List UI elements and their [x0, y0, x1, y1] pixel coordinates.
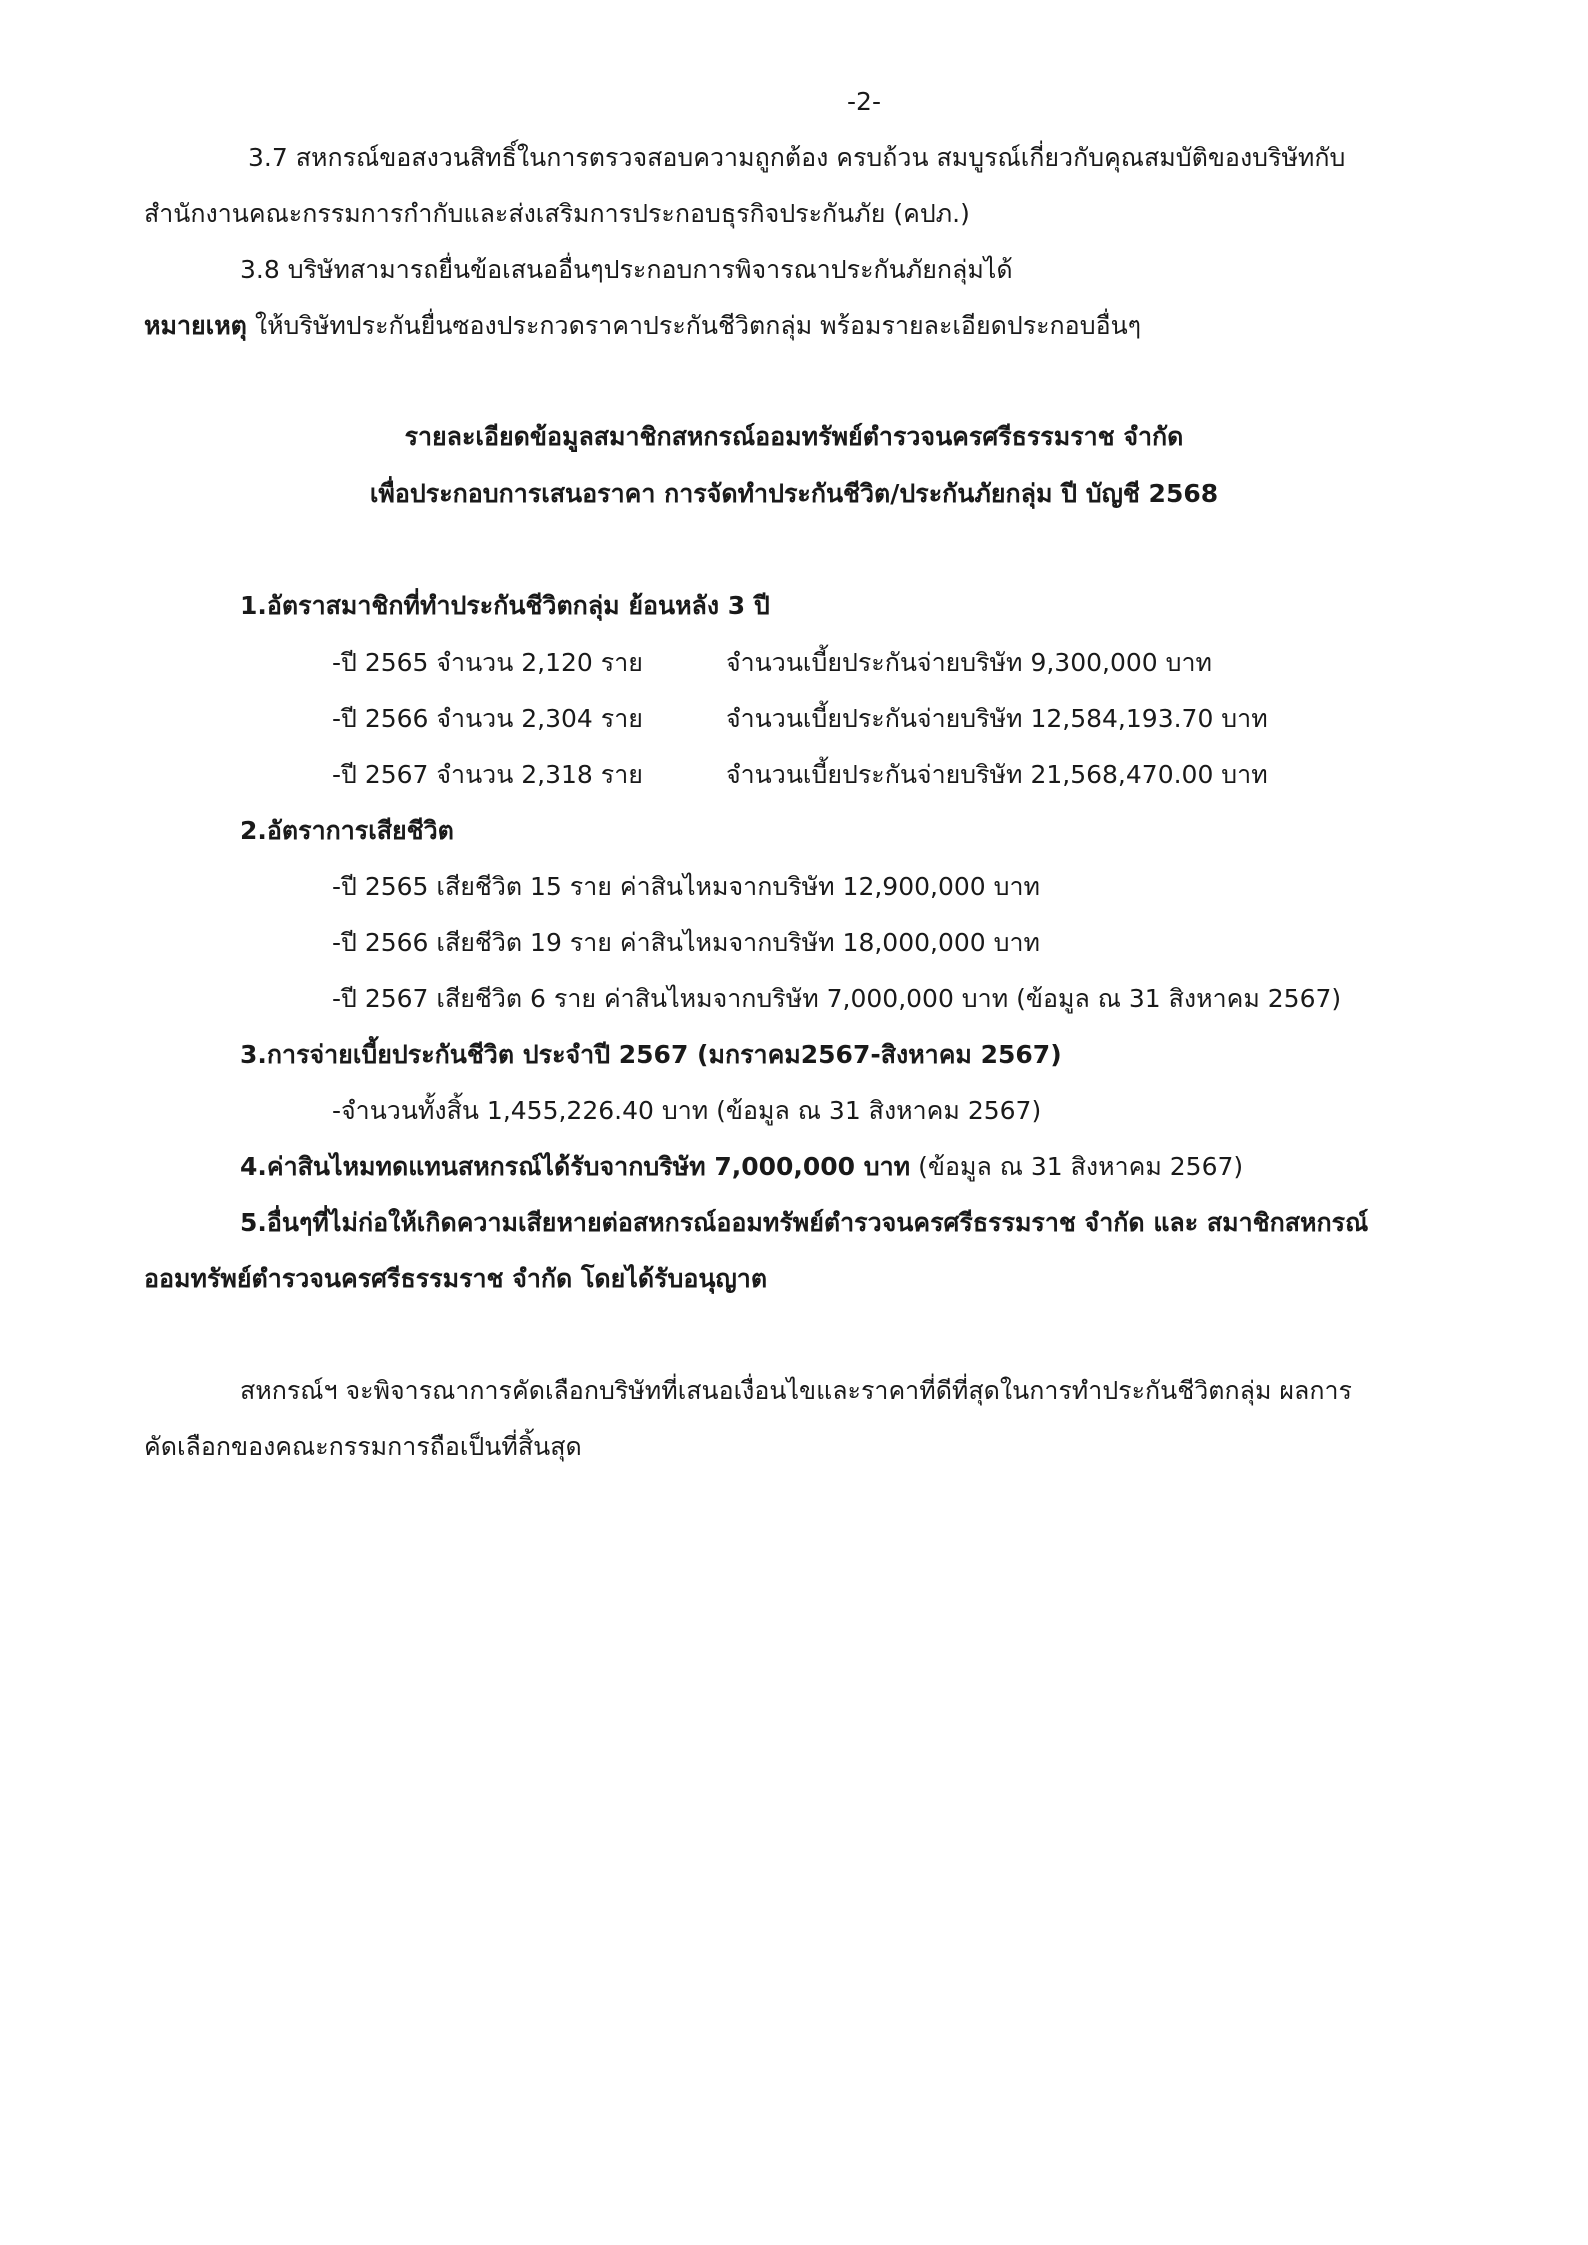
item-3-7-line2: สำนักงานคณะกรรมการกำกับและส่งเสริมการประกอบธุรกิจประกันภัย (คปภ.) — [144, 199, 970, 228]
heading-line2: เพื่อประกอบการเสนอราคา การจัดทำประกันชีวิต/ประกันภัยกลุ่ม ปี บัญชี 2568 — [369, 479, 1219, 508]
section2-row: -ปี 2565 เสียชีวิต 15 ราย ค่าสินไหมจากบริษัท 12,900,000 บาท — [332, 872, 1041, 901]
section2-title: 2.อัตราการเสียชีวิต — [240, 816, 454, 845]
section4-paragraph — [240, 1149, 1243, 1185]
section1-row-premium: จำนวนเบี้ยประกันจ่ายบริษัท 9,300,000 บาท — [726, 648, 1213, 677]
section2-row: -ปี 2566 เสียชีวิต 19 ราย ค่าสินไหมจากบริษัท 18,000,000 บาท — [332, 928, 1041, 957]
closing-line2: คัดเลือกของคณะกรรมการถือเป็นที่สิ้นสุด — [144, 1432, 582, 1461]
section4-note: (ข้อมูล ณ 31 สิงหาคม 2567) — [918, 1152, 1244, 1181]
note-paragraph — [144, 308, 1141, 344]
section5-line1: 5.อื่นๆที่ไม่ก่อให้เกิดความเสียหายต่อสหกรณ์ออมทรัพย์ตำรวจนครศรีธรรมราช จำกัด และ สมาชิกสหกรณ์ — [240, 1208, 1369, 1237]
section1-row-year-count: -ปี 2567 จำนวน 2,318 ราย — [332, 760, 643, 789]
item-3-8: 3.8 บริษัทสามารถยื่นข้อเสนออื่นๆประกอบการพิจารณาประกันภัยกลุ่มได้ — [240, 255, 1013, 284]
section3-detail: -จำนวนทั้งสิ้น 1,455,226.40 บาท (ข้อมูล ณ 31 สิงหาคม 2567) — [332, 1096, 1042, 1125]
section1-row-year-count: -ปี 2566 จำนวน 2,304 ราย — [332, 704, 643, 733]
section4-title: 4.ค่าสินไหมทดแทนสหกรณ์ได้รับจากบริษัท 7,000,000 บาท — [240, 1152, 911, 1181]
section5-line2: ออมทรัพย์ตำรวจนครศรีธรรมราช จำกัด โดยได้รับอนุญาต — [144, 1264, 768, 1293]
page-number: -2- — [847, 87, 881, 116]
item-3-7-line1: 3.7 สหกรณ์ขอสงวนสิทธิ์ในการตรวจสอบความถูกต้อง ครบถ้วน สมบูรณ์เกี่ยวกับคุณสมบัติของบริษัทกับ — [248, 143, 1346, 172]
section1-row-premium: จำนวนเบี้ยประกันจ่ายบริษัท 21,568,470.00 บาท — [726, 760, 1268, 789]
section1-row-year-count: -ปี 2565 จำนวน 2,120 ราย — [332, 648, 643, 677]
closing-line1: สหกรณ์ฯ จะพิจารณาการคัดเลือกบริษัทที่เสนอเงื่อนไขและราคาที่ดีที่สุดในการทำประกันชีวิตกลุ่ม ผลการ — [240, 1376, 1352, 1405]
section2-row: -ปี 2567 เสียชีวิต 6 ราย ค่าสินไหมจากบริษัท 7,000,000 บาท (ข้อมูล ณ 31 สิงหาคม 2567) — [332, 984, 1342, 1013]
note-text: ให้บริษัทประกันยื่นซองประกวดราคาประกันชีวิตกลุ่ม พร้อมรายละเอียดประกอบอื่นๆ — [254, 311, 1142, 340]
heading-line1: รายละเอียดข้อมูลสมาชิกสหกรณ์ออมทรัพย์ตำรวจนครศรีธรรมราช จำกัด — [404, 422, 1184, 451]
note-label: หมายเหตุ — [144, 311, 247, 340]
section1-title: 1.อัตราสมาชิกที่ทำประกันชีวิตกลุ่ม ย้อนหลัง 3 ปี — [240, 591, 770, 620]
section3-title: 3.การจ่ายเบี้ยประกันชีวิต ประจำปี 2567 (มกราคม2567-สิงหาคม 2567) — [240, 1040, 1062, 1069]
section1-row-premium: จำนวนเบี้ยประกันจ่ายบริษัท 12,584,193.70 บาท — [726, 704, 1268, 733]
